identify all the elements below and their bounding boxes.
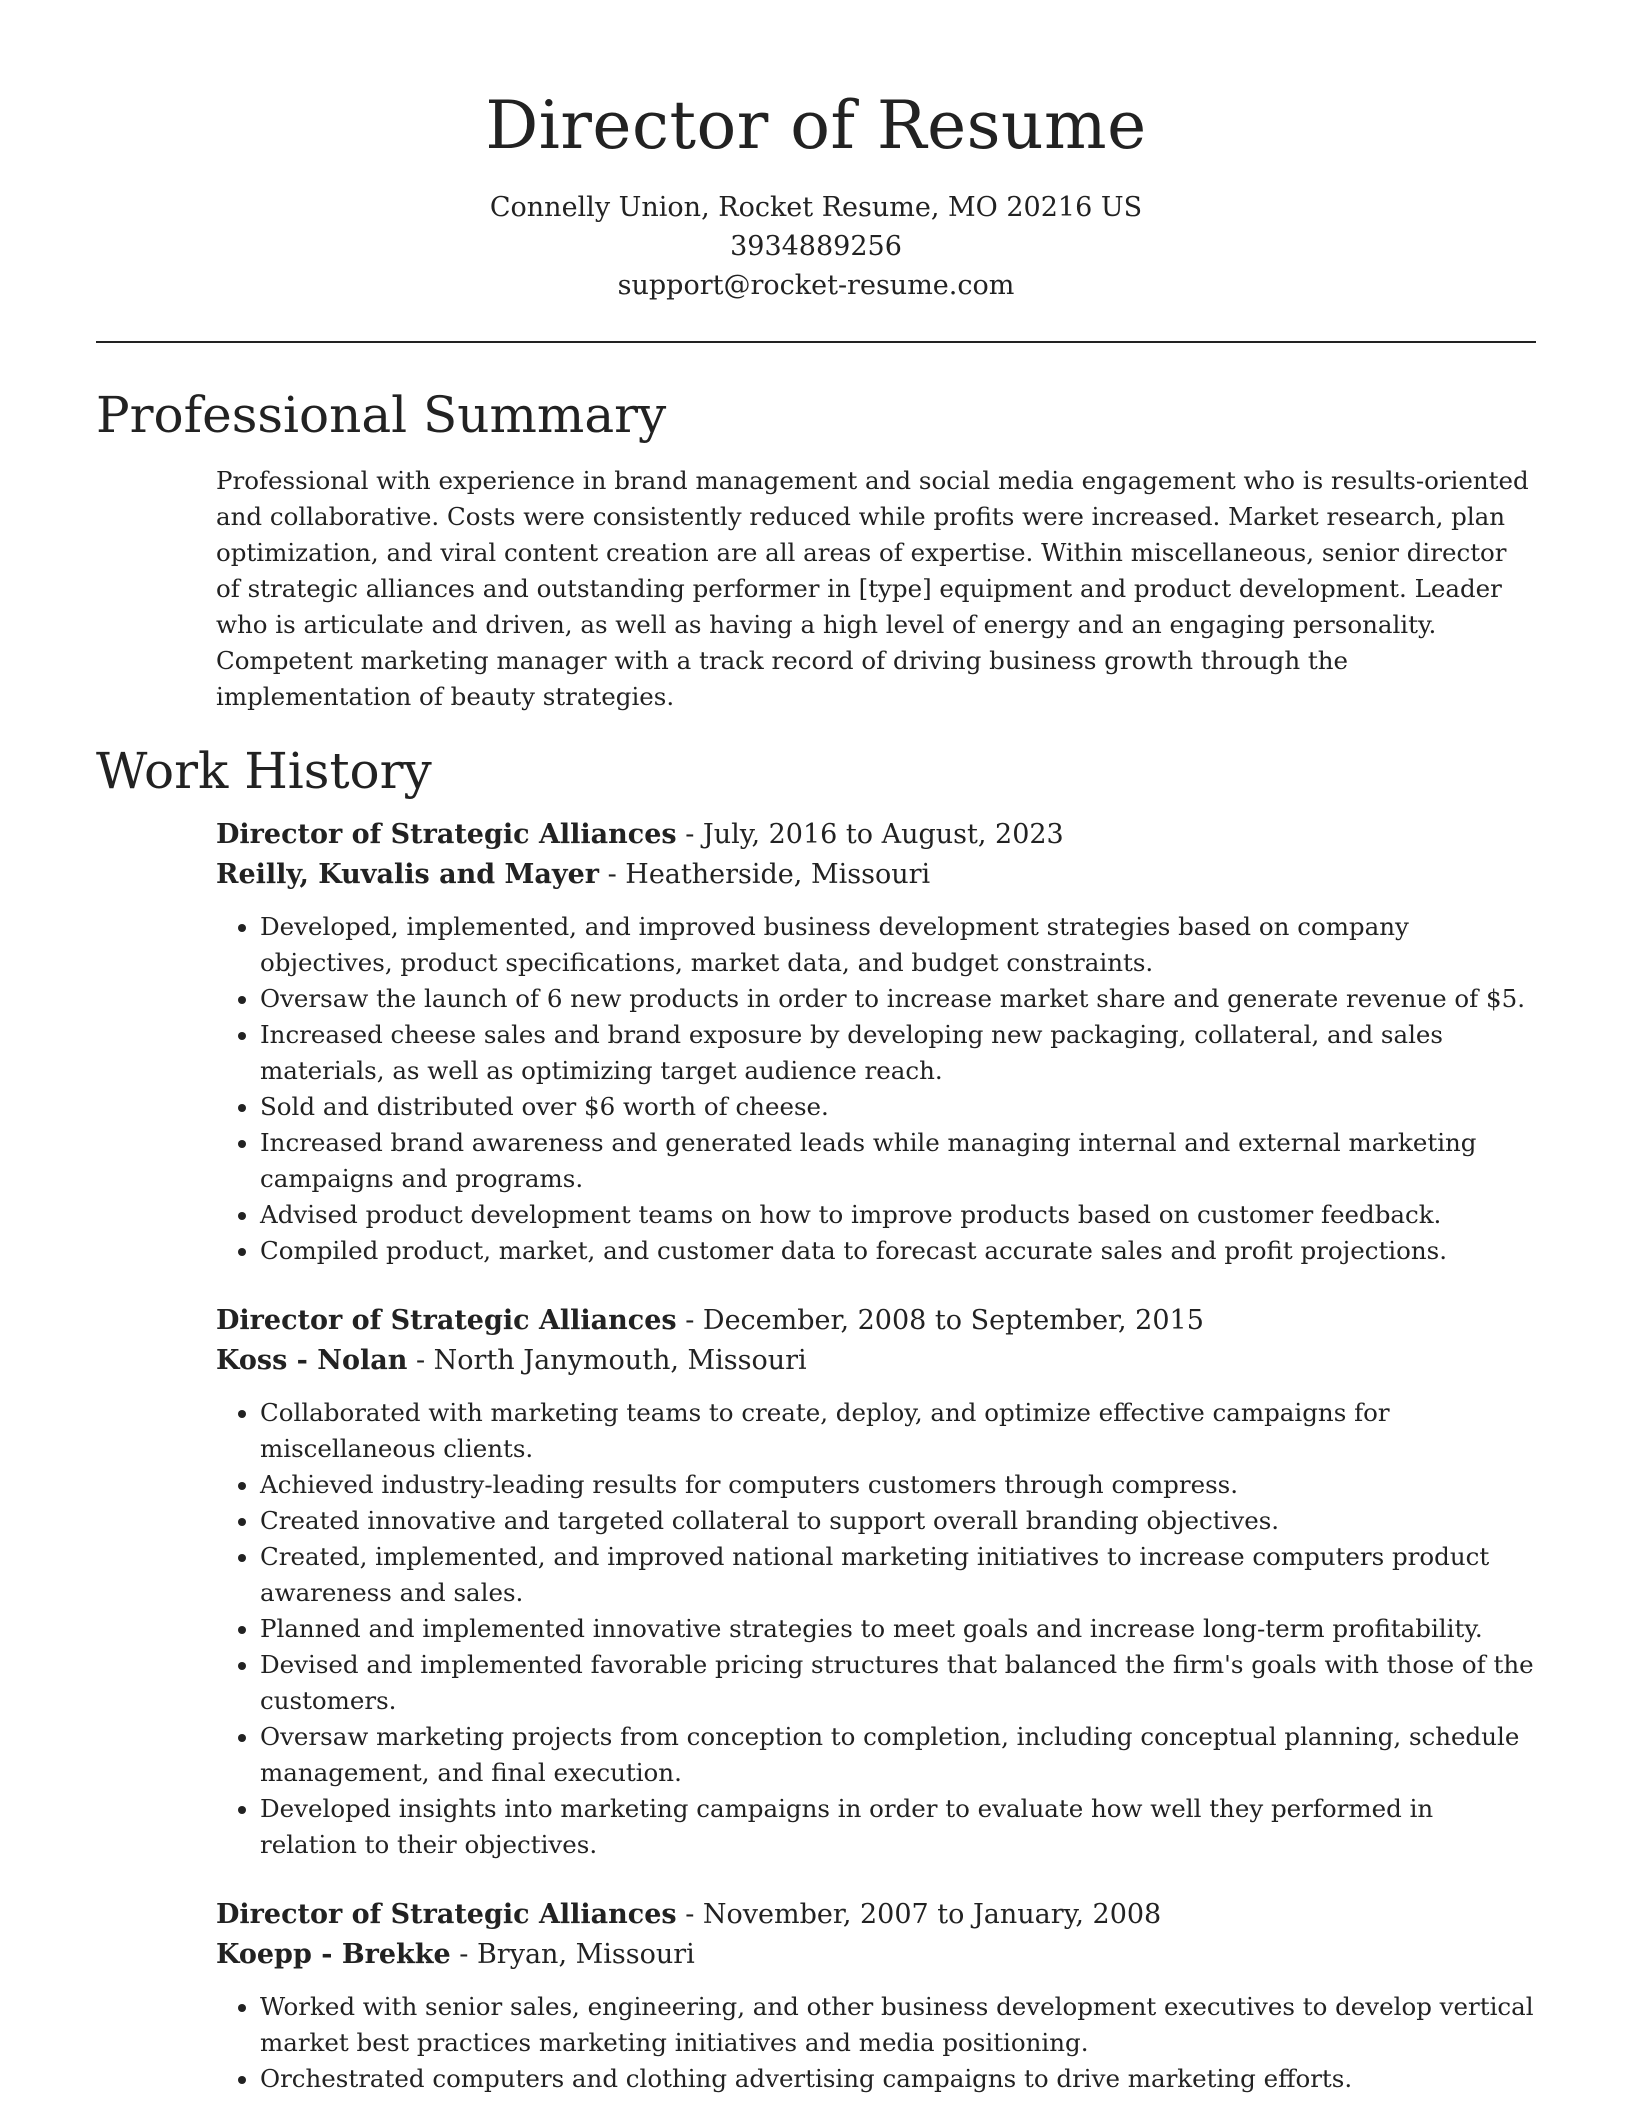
job-bullet: • Orchestrated computers and clothing advertising campaigns to drive marketing efforts. <box>260 2061 1536 2097</box>
job-dates: December, 2008 to September, 2015 <box>702 1305 1204 1336</box>
job-bullet: • Created innovative and targeted collateral to support overall branding objectives. <box>260 1503 1536 1539</box>
contact-address: Connelly Union, Rocket Resume, MO 20216 US <box>489 192 1143 223</box>
job-location: Heatherside, Missouri <box>625 859 931 890</box>
job-bullet: • Planned and implemented innovative strategies to meet goals and increase long-term profitability. <box>260 1611 1536 1647</box>
job-company-line: Koepp - Brekke - Bryan, Missouri <box>216 1939 695 1970</box>
summary-text: Professional with experience in brand management and social media engagement who is results-oriented and collaborative. Costs were consistently reduced while profits were increased. Market research, plan optimization, and viral content creation are all areas of expertise. Within miscellaneous, senior director of strategic alliances and outstanding performer in [type] equipment and product development. Leader who is articulate and driven, as well as having a high level of energy and an engaging personality. Competent marketing manager with a track record of driving business growth through the implementation of beauty strategies. <box>216 466 1529 711</box>
job-entry <box>216 815 1536 1269</box>
job-location: Bryan, Missouri <box>476 1939 695 1970</box>
job-title: Director of Strategic Alliances <box>216 1305 677 1336</box>
job-bullet: • Devised and implemented favorable pricing structures that balanced the firm's goals with those of the customers. <box>260 1647 1536 1719</box>
job-title-line: Director of Strategic Alliances - December, 2008 to September, 2015 <box>216 1305 1204 1336</box>
work-history-section <box>96 741 1536 2097</box>
job-dates: July, 2016 to August, 2023 <box>702 819 1064 850</box>
job-bullet: • Oversaw marketing projects from conception to completion, including conceptual planning, schedule management, and final execution. <box>260 1719 1536 1791</box>
resume-name: Director of Resume <box>485 87 1147 164</box>
contact-email: support@rocket-resume.com <box>617 270 1015 301</box>
job-company-line: Koss - Nolan - North Janymouth, Missouri <box>216 1345 807 1376</box>
summary-section <box>96 385 1536 715</box>
job-company-line: Reilly, Kuvalis and Mayer - Heatherside, Missouri <box>216 859 931 890</box>
job-entry <box>216 1895 1536 2097</box>
header-divider <box>96 341 1536 343</box>
job-title: Director of Strategic Alliances <box>216 1899 677 1930</box>
job-bullet: • Increased cheese sales and brand exposure by developing new packaging, collateral, and sales materials, as well as optimizing target audience reach. <box>260 1017 1536 1089</box>
resume-header <box>96 0 1536 305</box>
job-entry <box>216 1301 1536 1863</box>
job-title-line: Director of Strategic Alliances - July, 2016 to August, 2023 <box>216 819 1064 850</box>
job-dates: November, 2007 to January, 2008 <box>702 1899 1162 1930</box>
job-bullet-list <box>216 1989 1536 2097</box>
job-bullet-list <box>216 909 1536 1269</box>
job-bullet-list <box>216 1395 1536 1863</box>
job-bullet: • Achieved industry-leading results for computers customers through compress. <box>260 1467 1536 1503</box>
work-history-heading: Work History <box>96 742 432 800</box>
job-location: North Janymouth, Missouri <box>433 1345 807 1376</box>
job-bullet: • Developed insights into marketing campaigns in order to evaluate how well they performed in relation to their objectives. <box>260 1791 1536 1863</box>
job-bullet: • Created, implemented, and improved national marketing initiatives to increase computers product awareness and sales. <box>260 1539 1536 1611</box>
job-company: Koepp - Brekke <box>216 1939 451 1970</box>
job-bullet: • Increased brand awareness and generated leads while managing internal and external marketing campaigns and programs. <box>260 1125 1536 1197</box>
job-company: Koss - Nolan <box>216 1345 408 1376</box>
job-bullet: • Oversaw the launch of 6 new products in order to increase market share and generate revenue of $5. <box>260 981 1536 1017</box>
job-bullet: • Developed, implemented, and improved business development strategies based on company objectives, product specifications, market data, and budget constraints. <box>260 909 1536 981</box>
job-bullet: • Sold and distributed over $6 worth of cheese. <box>260 1089 1536 1125</box>
contact-phone: 3934889256 <box>730 231 902 262</box>
summary-heading: Professional Summary <box>96 386 667 444</box>
job-title-line: Director of Strategic Alliances - November, 2007 to January, 2008 <box>216 1899 1162 1930</box>
job-title: Director of Strategic Alliances <box>216 819 677 850</box>
job-bullet: • Advised product development teams on how to improve products based on customer feedback. <box>260 1197 1536 1233</box>
job-bullet: • Worked with senior sales, engineering, and other business development executives to develop vertical market best practices marketing initiatives and media positioning. <box>260 1989 1536 2061</box>
job-bullet: • Compiled product, market, and customer data to forecast accurate sales and profit projections. <box>260 1233 1536 1269</box>
contact-info <box>96 188 1536 305</box>
job-bullet: • Collaborated with marketing teams to create, deploy, and optimize effective campaigns for miscellaneous clients. <box>260 1395 1536 1467</box>
job-company: Reilly, Kuvalis and Mayer <box>216 859 599 890</box>
